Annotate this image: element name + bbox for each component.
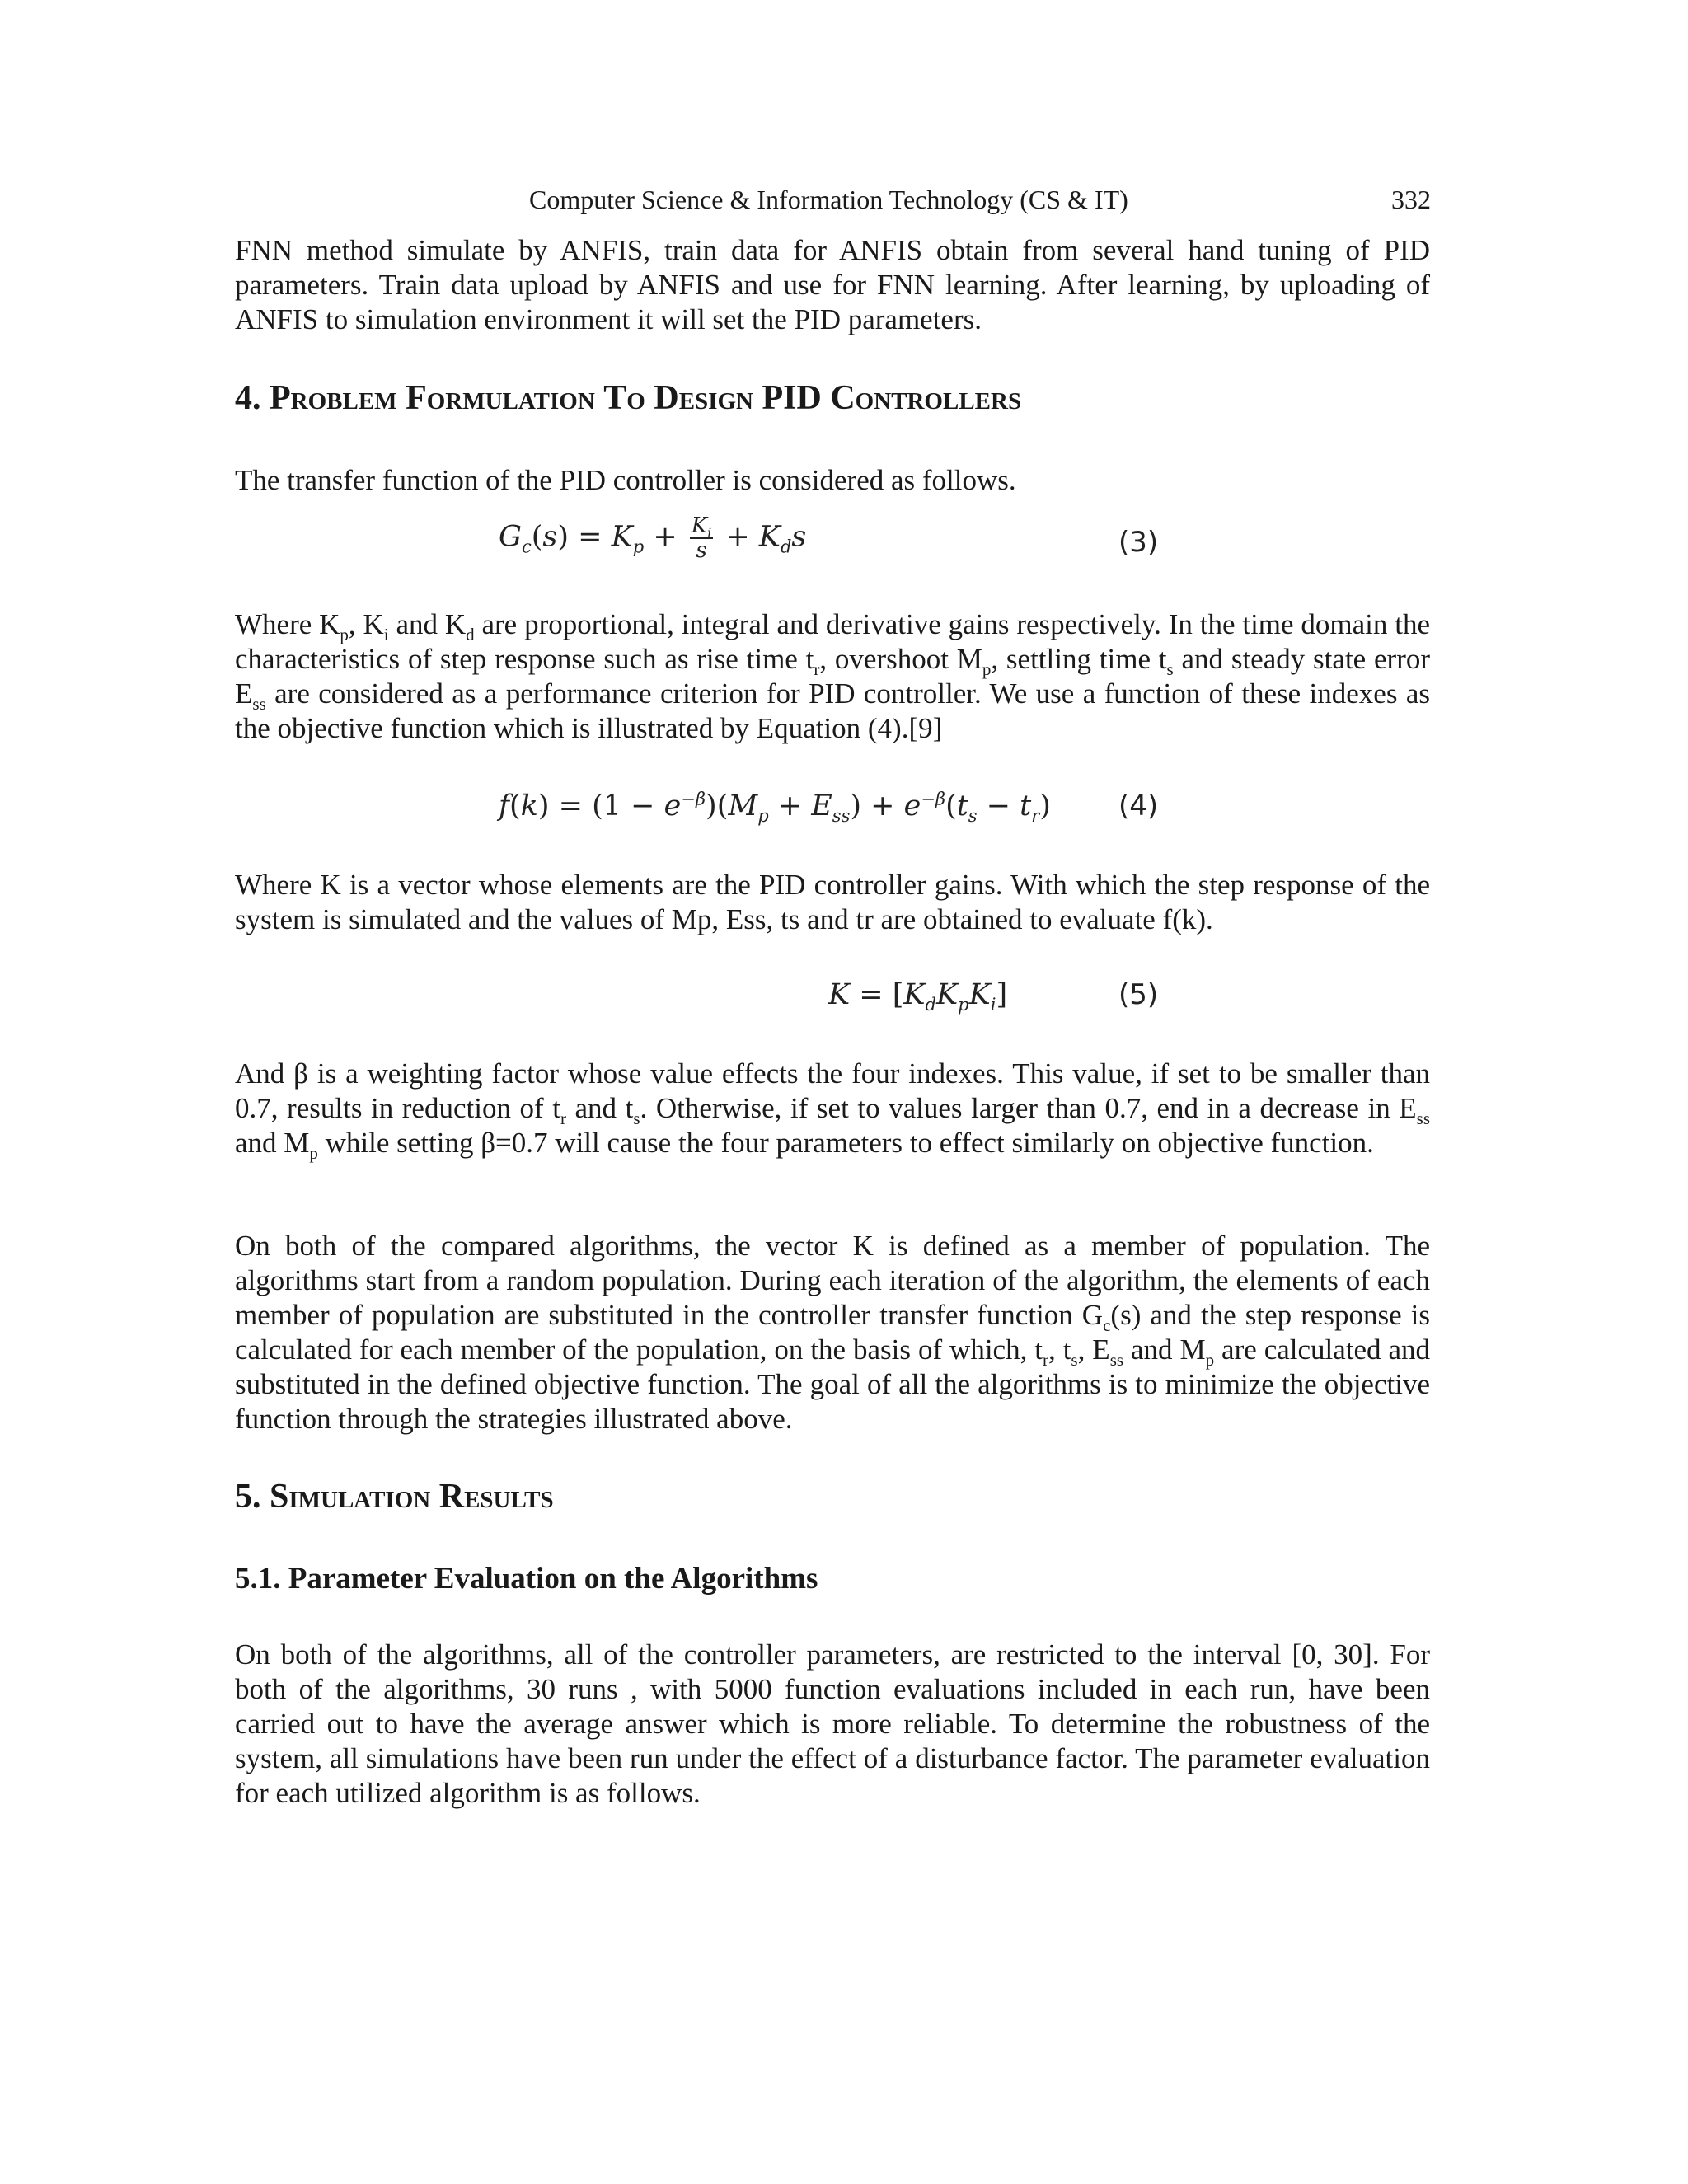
equation-4: $f(k) = (1 - e^{-\beta})(M_p + E_{ss}) + e^{-\beta}(t_s - t_r)$ — [499, 789, 1051, 826]
where-paragraph: Where $K_p$, $K_i$ and $K_d$ are proportional, integral and derivative gains respectively. In the time domain the characteristics of step response such as rise time $t_r$, overshoot $M_p$, settling time $t_s$ and steady state error $E_{ss}$ are considered as a performance criterion for PID controller. We use a function of these indexes as the objective function which is illustrated by Equation (4).[9] — [235, 608, 1431, 744]
section-4-title-word: To — [603, 379, 645, 417]
where-paragraph-block — [235, 607, 1430, 746]
section-4-title-word: PID — [762, 379, 822, 417]
evaluation-paragraph-block — [235, 1638, 1430, 1811]
section-4-heading — [235, 377, 1430, 419]
intro-paragraph-block — [235, 233, 1430, 337]
section-4-title-word: Controllers — [830, 379, 1022, 417]
transfer-paragraph-block — [235, 463, 1430, 498]
section-4-title-word: Problem — [270, 379, 397, 417]
vector-paragraph: Where K is a vector whose elements are the PID controller gains. With which the step response of the system is simulated and the values of Mp, Ess, ts and tr are obtained to evaluate f(k). — [235, 869, 1430, 935]
equation-3-number: (3) — [1118, 526, 1159, 559]
transfer-paragraph: The transfer function of the PID controller is considered as follows. — [235, 464, 1016, 496]
section-5-title-word: Simulation — [270, 1478, 431, 1516]
evaluation-paragraph: On both of the algorithms, all of the controller parameters, are restricted to the interval [0, 30]. For both of the algorithms, 30 runs , with 5000 function evaluations included in each run, have been carried out to have the average answer which is more reliable. To determine the robustness of the system, all simulations have been run under the effect of a disturbance factor. The parameter evaluation for each utilized algorithm is as follows. — [235, 1638, 1430, 1809]
section-4-number: 4. — [235, 379, 261, 417]
algorithm-paragraph: On both of the compared algorithms, the vector K is defined as a member of population. The algorithms start from a random population. During each iteration of the algorithm, the elements of each member of population are substituted in the controller transfer function $G_c(s)$ and the step response is calculated for each member of the population, on the basis of which, $t_r$, $t_s$, $E_{ss}$ and $M_p$ are calculated and substituted in the defined objective function. The goal of all the algorithms is to minimize the objective function through the strategies illustrated above. — [235, 1230, 1431, 1435]
running-head — [0, 183, 1688, 216]
section-5-title-word: Results — [438, 1478, 554, 1516]
beta-paragraph: And β is a weighting factor whose value effects the four indexes. This value, if set to be smaller than 0.7, results in reduction of $t_r$ and $t_s$. Otherwise, if set to values larger than 0.7, end in a decrease in $E_{ss}$ and $M_p$ while setting β=0.7 will cause the four parameters to effect similarly on objective function. — [235, 1057, 1430, 1163]
section-4-title-word: Design — [654, 379, 753, 417]
subsection-5-1-title: 5.1. Parameter Evaluation on the Algorithms — [235, 1562, 818, 1596]
algorithm-paragraph-block — [235, 1229, 1430, 1436]
intro-paragraph: FNN method simulate by ANFIS, train data for ANFIS obtain from several hand tuning of PID parameters. Train data upload by ANFIS and use for FNN learning. After learning, by uploading of ANFIS to simulation environment it will set the PID parameters. — [235, 234, 1430, 335]
equation-5-number: (5) — [1118, 978, 1159, 1011]
equation-3: $G_c(s) = K_p$ + $\frac{K_i}{s}$ + $K_ds$ — [499, 513, 807, 563]
equation-4-number: (4) — [1118, 790, 1159, 823]
subsection-5-1-heading — [235, 1561, 1430, 1597]
beta-paragraph-block — [235, 1057, 1430, 1163]
vector-paragraph-block — [235, 868, 1430, 937]
section-5-heading — [235, 1476, 1430, 1517]
equation-5: $K = [K_dK_pK_i]$ — [828, 978, 1008, 1015]
journal-title: Computer Science & Information Technology (CS & IT) — [529, 185, 1128, 214]
section-5-number: 5. — [235, 1478, 261, 1516]
page-number: 332 — [1391, 185, 1431, 214]
section-4-title-word: Formulation — [406, 379, 595, 417]
